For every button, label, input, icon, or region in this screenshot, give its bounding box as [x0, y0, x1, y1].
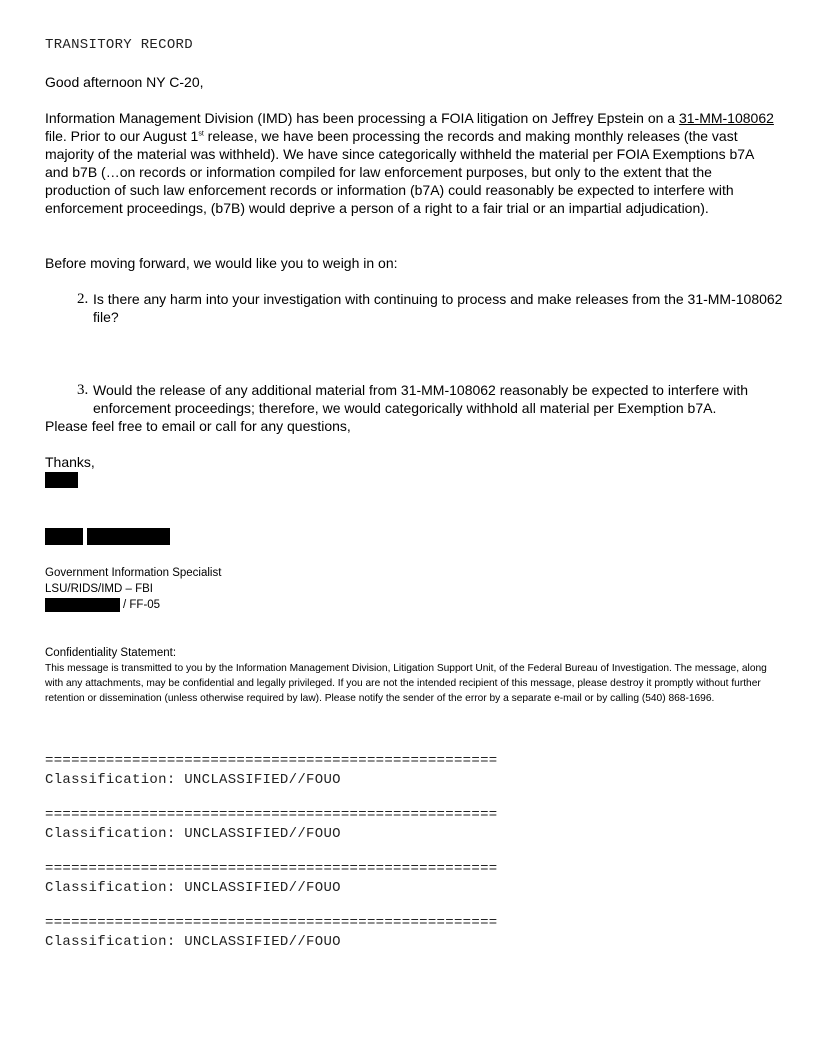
- closing-line: Please feel free to email or call for any questions,: [45, 418, 351, 434]
- signature-unit: LSU/RIDS/IMD – FBI: [45, 583, 153, 595]
- classification-label: Classification: UNCLASSIFIED//FOUO: [45, 826, 341, 842]
- document-page: [45, 0, 783, 950]
- separator-line: ====================================================: [45, 915, 498, 931]
- signature-title: Government Information Specialist: [45, 567, 222, 579]
- confidentiality-heading: Confidentiality Statement:: [45, 647, 177, 659]
- classification-label: Classification: UNCLASSIFIED//FOUO: [45, 772, 341, 788]
- redaction-block: [45, 598, 120, 612]
- classification-label: Classification: UNCLASSIFIED//FOUO: [45, 934, 341, 950]
- separator-line: ====================================================: [45, 753, 498, 769]
- greeting: Good afternoon NY C-20,: [45, 74, 204, 90]
- paragraph-weigh-in: Before moving forward, we would like you to weigh in on:: [45, 255, 398, 271]
- signoff: Thanks,: [45, 454, 95, 470]
- transitory-record-header: TRANSITORY RECORD: [45, 37, 193, 53]
- classification-label: Classification: UNCLASSIFIED//FOUO: [45, 880, 341, 896]
- redaction-block: [87, 528, 170, 545]
- separator-line: ====================================================: [45, 807, 498, 823]
- signature-phone-suffix: / FF-05: [123, 599, 161, 611]
- separator-line: ====================================================: [45, 861, 498, 877]
- question-item: 2. Is there any harm into your investigation with continuing to process and make releases from the 31-MM-108062 file?: [77, 291, 783, 325]
- redaction-block: [45, 528, 83, 545]
- question-item: 3. Would the release of any additional material from 31-MM-108062 reasonably be expected to interfere with enforcement proceedings; therefore, we would categorically withhold all material per Exemption b7A.: [77, 382, 748, 416]
- redaction-block: [45, 472, 78, 488]
- file-number-link[interactable]: 31-MM-108062: [678, 110, 774, 126]
- confidentiality-text: This message is transmitted to you by the Information Management Division, Litigation Support Unit, of the Federal Bureau of Investigation. The message, along with any attachments, may be confidential and legally privileged. If you are not the intended recipient of this message, please destroy it promptly without further retention or dissemination (unless otherwise required by law). Please notify the sender of the error by a separate e-mail or by calling (540) 868-1696.: [45, 663, 767, 704]
- paragraph-foia-processing: Information Management Division (IMD) has been processing a FOIA litigation on Jeffrey Epstein on a 31-MM-108062 file. Prior to our August 1st release, we have been processing the records and making monthly releases (the vast majority of the material was withheld). We have since categorically withheld the material per FOIA Exemptions b7A and b7B (…on records or information compiled for law enforcement purposes, but only to the extent that the production of such law enforcement records or information (b7A) could reasonably be expected to interfere with enforcement proceedings, (b7B) would deprive a person of a right to a fair trial or an impartial adjudication).: [45, 110, 774, 216]
